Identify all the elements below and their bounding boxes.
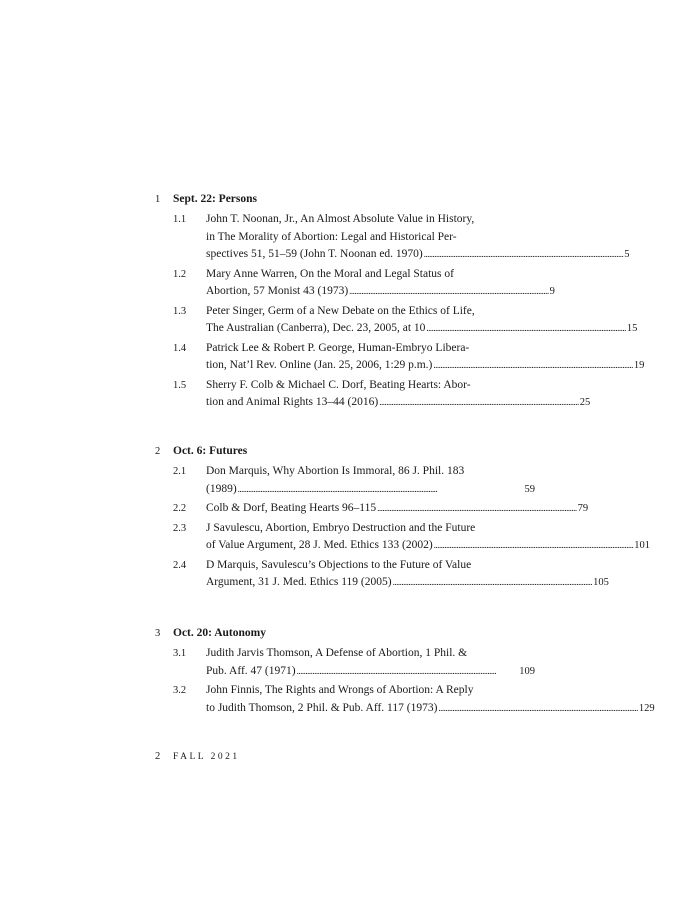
section-number: 1 <box>155 194 161 205</box>
toc-entry <box>155 340 645 375</box>
toc-entry <box>155 520 650 555</box>
page-reference: 79 <box>577 503 589 514</box>
dot-leader: .................................................................................................................. <box>438 702 638 713</box>
entry-text <box>206 520 650 555</box>
entry-line: (1989) <box>206 482 237 495</box>
section-title: Sept. 22: Persons <box>173 193 258 205</box>
toc-entry <box>155 303 638 338</box>
entry-text <box>206 645 535 680</box>
entry-text <box>206 500 589 518</box>
entry-last-line <box>206 394 591 412</box>
entry-text <box>206 463 535 498</box>
dot-leader: .................................................................................................................. <box>377 503 577 513</box>
footer-label: FALL 2021 <box>173 752 240 762</box>
entry-line: Patrick Lee & Robert P. George, Human-Embryo Libera- <box>206 341 470 354</box>
entry-line: Sherry F. Colb & Michael C. Dorf, Beating Hearts: Abor- <box>206 378 471 391</box>
section-heading <box>155 191 535 209</box>
page-reference: 9 <box>549 286 555 297</box>
entry-line: of Value Argument, 28 J. Med. Ethics 133 (2002) <box>206 539 433 551</box>
entry-text <box>206 377 591 412</box>
page-reference: 15 <box>626 323 638 334</box>
entry-text <box>206 557 609 592</box>
toc-entry <box>155 211 630 264</box>
entry-line: Peter Singer, Germ of a New Debate on the Ethics of Life, <box>206 304 475 317</box>
dot-leader: .................................................................................................................. <box>426 323 626 333</box>
entry-last-line <box>206 357 645 375</box>
page-reference: 129 <box>638 702 655 714</box>
page-reference: 5 <box>624 249 630 260</box>
entry-last-line <box>206 537 650 555</box>
entry-number: 2.1 <box>173 466 187 477</box>
toc-section <box>155 625 655 717</box>
entry-line: John Finnis, The Rights and Wrongs of Abortion: A Reply <box>206 684 474 696</box>
page-reference: 105 <box>593 577 609 588</box>
entry-text <box>206 211 630 264</box>
entry-text <box>206 682 655 717</box>
entry-line: Don Marquis, Why Abortion Is Immoral, 86 J. Phil. 183 <box>206 465 465 477</box>
entry-number: 1.4 <box>173 342 187 354</box>
entry-number: 2.4 <box>173 559 187 571</box>
entry-number: 2.2 <box>173 503 187 514</box>
entry-line: in The Morality of Abortion: Legal and Historical Per- <box>206 230 457 243</box>
section-heading <box>155 443 535 461</box>
entry-number: 1.2 <box>173 268 187 280</box>
entry-line: tion and Animal Rights 13–44 (2016) <box>206 396 379 408</box>
entry-number: 1.3 <box>173 305 187 317</box>
dot-leader: .................................................................................................................. <box>433 540 634 550</box>
toc-entry <box>155 377 591 412</box>
entry-number: 2.3 <box>173 522 187 534</box>
entry-line: The Australian (Canberra), Dec. 23, 2005, at 10 <box>206 322 426 334</box>
page-reference: 19 <box>633 360 645 371</box>
entry-line: to Judith Thomson, 2 Phil. & Pub. Aff. 117 (1973) <box>206 701 438 714</box>
section-title: Oct. 20: Autonomy <box>173 627 266 639</box>
section-heading <box>155 625 535 643</box>
entry-number: 1.5 <box>173 379 187 391</box>
entry-line: Mary Anne Warren, On the Moral and Legal Status of <box>206 267 454 280</box>
entry-last-line <box>206 283 555 301</box>
entry-line: Pub. Aff. 47 (1971) <box>206 664 296 677</box>
toc-entry <box>155 266 555 301</box>
entry-number: 1.1 <box>173 214 187 225</box>
entry-text <box>206 266 555 301</box>
section-number: 3 <box>155 628 161 639</box>
toc-section <box>155 191 645 412</box>
entry-line: Colb & Dorf, Beating Hearts 96–115 <box>206 502 377 514</box>
entry-number: 3.2 <box>173 685 187 696</box>
section-number: 2 <box>155 446 161 457</box>
dot-leader: .................................................................................................................. <box>296 665 497 676</box>
dot-leader: .................................................................................................................. <box>433 360 633 370</box>
toc-entry <box>155 557 609 592</box>
entry-line: John T. Noonan, Jr., An Almost Absolute Value in History, <box>206 213 475 225</box>
section-title: Oct. 6: Futures <box>173 445 248 457</box>
page-reference: 109 <box>519 665 535 677</box>
dot-leader: .................................................................................................................. <box>237 483 438 494</box>
entry-line: Abortion, 57 Monist 43 (1973) <box>206 285 349 297</box>
entry-text <box>206 340 645 375</box>
entry-line: Argument, 31 J. Med. Ethics 119 (2005) <box>206 576 392 588</box>
toc-section <box>155 443 650 592</box>
dot-leader: .................................................................................................................. <box>349 286 549 296</box>
dot-leader: .................................................................................................................. <box>379 397 579 407</box>
dot-leader: .................................................................................................................. <box>392 577 593 587</box>
entry-last-line <box>206 500 589 518</box>
entry-last-line <box>206 320 638 338</box>
entry-last-line <box>206 246 630 264</box>
entry-last-line <box>206 700 655 718</box>
entry-last-line <box>206 574 609 592</box>
toc-entry <box>155 500 589 518</box>
entry-number: 3.1 <box>173 648 187 659</box>
entry-line: J Savulescu, Abortion, Embryo Destruction and the Future <box>206 521 476 534</box>
toc-entry <box>155 682 655 717</box>
page-reference: 101 <box>634 540 650 551</box>
entry-line: spectives 51, 51–59 (John T. Noonan ed. 1970) <box>206 248 423 260</box>
footer-page-number: 2 <box>155 751 161 762</box>
page-reference: 25 <box>579 397 591 408</box>
entry-last-line <box>206 663 535 681</box>
page-footer <box>155 751 240 762</box>
entry-last-line <box>206 481 535 499</box>
entry-line: D Marquis, Savulescu’s Objections to the Future of Value <box>206 558 472 571</box>
toc-entry <box>155 463 535 498</box>
dot-leader: .................................................................................................................. <box>423 249 624 259</box>
entry-line: tion, Nat’l Rev. Online (Jan. 25, 2006, 1:29 p.m.) <box>206 359 433 371</box>
entry-line: Judith Jarvis Thomson, A Defense of Abortion, 1 Phil. & <box>206 647 468 659</box>
toc-entry <box>155 645 535 680</box>
page-reference: 59 <box>524 483 535 495</box>
entry-text <box>206 303 638 338</box>
